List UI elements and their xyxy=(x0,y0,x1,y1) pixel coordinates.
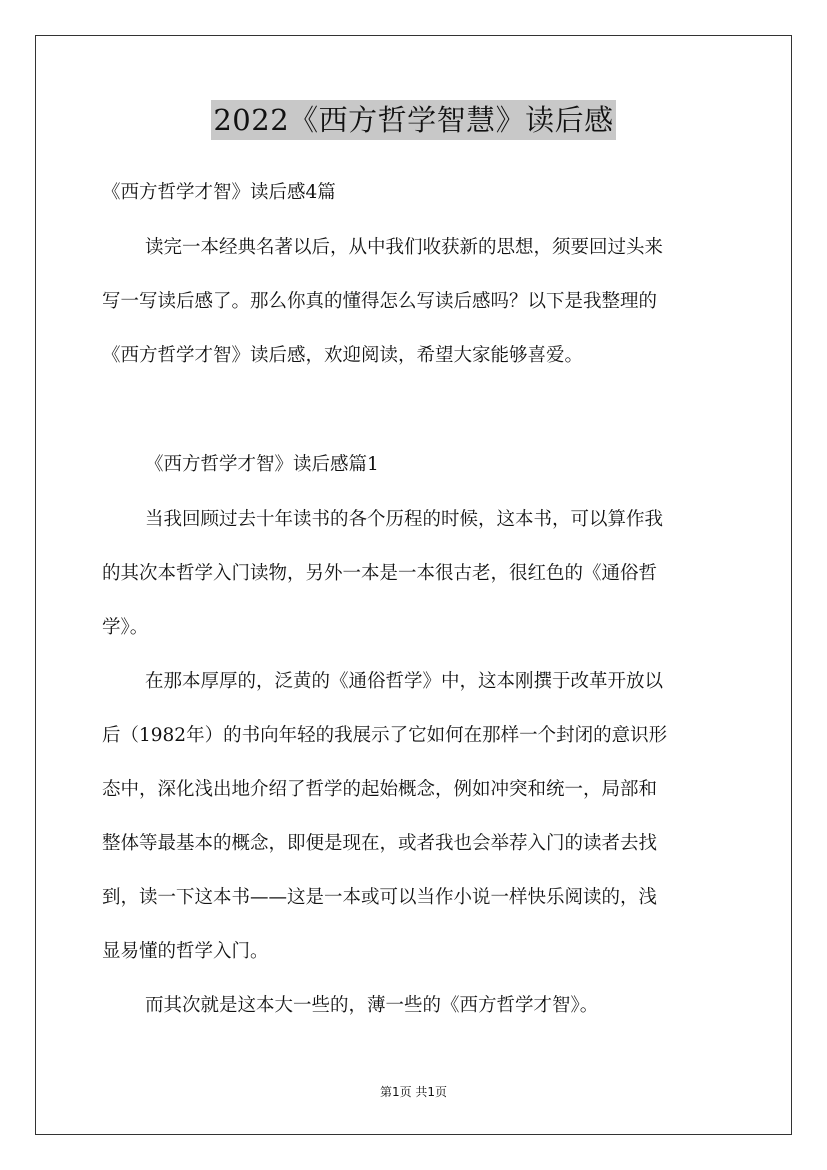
paragraph-line: 的其次本哲学入门读物，另外一本是一本很古老，很红色的《通俗哲 xyxy=(102,563,658,584)
document-subtitle: 《西方哲学才智》读后感4篇 xyxy=(102,182,336,203)
page-footer: 第1页 共1页 xyxy=(379,1085,448,1099)
paragraph-line: 后（1982年）的书向年轻的我展示了它如何在那样一个封闭的意识形 xyxy=(102,725,668,746)
paragraph-line: 整体等最基本的概念，即便是现在，或者我也会举荐入门的读者去找 xyxy=(102,833,658,854)
paragraph-line: 学》。 xyxy=(102,617,149,638)
paragraph-line: 显易懂的哲学入门。 xyxy=(102,941,269,962)
paragraph-line: 到，读一下这本书——这是一本或可以当作小说一样快乐阅读的，浅 xyxy=(102,887,658,908)
section-heading: 《西方哲学才智》读后感篇1 xyxy=(145,454,379,475)
intro-line: 读完一本经典名著以后，从中我们收获新的思想，须要回过头来 xyxy=(145,237,664,258)
title-container xyxy=(0,100,827,140)
paragraph-line: 当我回顾过去十年读书的各个历程的时候，这本书，可以算作我 xyxy=(145,509,664,530)
intro-line: 写一写读后感了。那么你真的懂得怎么写读后感吗？以下是我整理的 xyxy=(102,291,658,312)
paragraph-line: 在那本厚厚的，泛黄的《通俗哲学》中，这本刚撰于改革开放以 xyxy=(145,671,664,692)
document-title: 2022《西方哲学智慧》读后感 xyxy=(211,100,615,140)
intro-line: 《西方哲学才智》读后感，欢迎阅读，希望大家能够喜爱。 xyxy=(102,345,584,366)
paragraph-line: 而其次就是这本大一些的，薄一些的《西方哲学才智》。 xyxy=(145,995,599,1016)
paragraph-line: 态中，深化浅出地介绍了哲学的起始概念，例如冲突和统一，局部和 xyxy=(102,779,658,800)
